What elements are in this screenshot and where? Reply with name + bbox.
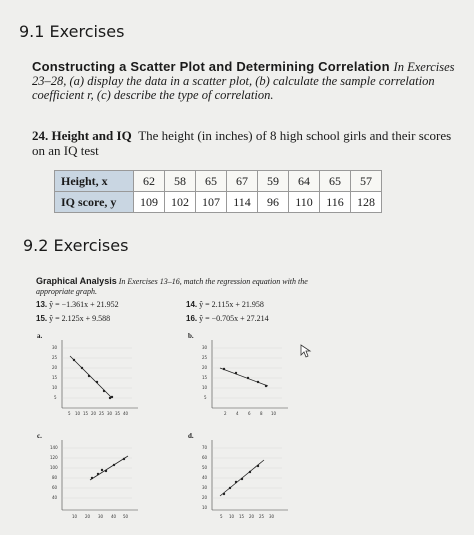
y-tick-label: 60 [52, 485, 58, 490]
graphical-analysis-instructions [36, 276, 336, 297]
x-tick-label: 2 [224, 411, 227, 416]
gridlines [62, 348, 132, 398]
table-cell: 64 [289, 171, 320, 192]
graph-a [42, 338, 142, 426]
table-cell: 114 [227, 192, 258, 213]
table-cell: 116 [320, 192, 351, 213]
graph-c [42, 438, 142, 528]
x-tick-label: 10 [229, 514, 235, 519]
gridlines [212, 448, 282, 498]
x-tick-label: 25 [259, 514, 265, 519]
exercise-instructions [32, 60, 462, 102]
y-tick-label: 25 [52, 355, 58, 360]
x-tick-label: 25 [99, 411, 105, 416]
y-tick-label: 60 [202, 455, 208, 460]
x-tick-label: 40 [123, 411, 129, 416]
ga-bold-title: Graphical Analysis [36, 276, 117, 286]
y-tick-label: 120 [50, 455, 58, 460]
gridlines [62, 448, 132, 498]
data-points [223, 465, 259, 495]
y-tick-label: 30 [52, 345, 58, 350]
mouse-cursor-icon [300, 344, 312, 358]
instructions-italic-text: In Exercises 23–28, (a) display the data in a scatter plot, (b) calculate the sample correlation coefficient r, (c) describe the type of correlation. [32, 60, 455, 102]
y-tick-label: 10 [202, 505, 208, 510]
y-tick-label: 20 [202, 495, 208, 500]
instructions-bold-title: Constructing a Scatter Plot and Determining Correlation [32, 59, 390, 74]
exercise-text: The height (in inches) of 8 high school girls and their scores on an IQ test [32, 128, 452, 158]
x-tick-label: 50 [123, 514, 129, 519]
exercise-24 [32, 128, 462, 158]
x-tick-label: 5 [68, 411, 71, 416]
y-tick-label: 5 [204, 395, 207, 400]
table-cell: 57 [351, 171, 382, 192]
table-row [55, 192, 382, 213]
gridlines [212, 348, 282, 398]
equation-13: 13. ŷ = −1.361x + 21.952 [36, 300, 119, 309]
x-tick-label: 20 [85, 514, 91, 519]
table-cell: 107 [196, 192, 227, 213]
x-tick-label: 40 [111, 514, 117, 519]
graph-c-label: c. [37, 432, 42, 440]
table-cell: 58 [165, 171, 196, 192]
y-tick-label: 30 [202, 485, 208, 490]
table-cell: 96 [258, 192, 289, 213]
y-tick-label: 25 [202, 355, 208, 360]
x-tick-label: 4 [236, 411, 239, 416]
y-tick-label: 50 [202, 465, 208, 470]
y-tick-label: 15 [52, 375, 58, 380]
x-tick-label: 10 [75, 411, 81, 416]
equation-16: 16. ŷ = −0.705x + 27.214 [186, 314, 269, 323]
y-tick-label: 40 [202, 475, 208, 480]
x-tick-label: 15 [83, 411, 89, 416]
graph-b [192, 338, 292, 426]
exercise-title: Height and IQ [51, 128, 132, 143]
table-cell: 67 [227, 171, 258, 192]
y-tick-label: 100 [50, 465, 58, 470]
graph-d-label: d. [188, 432, 194, 440]
table-cell: 65 [196, 171, 227, 192]
x-tick-label: 30 [107, 411, 113, 416]
graph-b-label: b. [188, 332, 194, 340]
x-tick-label: 30 [269, 514, 275, 519]
table-cell: 110 [289, 192, 320, 213]
table-cell: 128 [351, 192, 382, 213]
equation-14: 14. ŷ = 2.115x + 21.958 [186, 300, 264, 309]
y-tick-label: 15 [202, 375, 208, 380]
y-tick-label: 20 [52, 365, 58, 370]
table-cell: 59 [258, 171, 289, 192]
regression-line [70, 356, 112, 398]
y-tick-label: 10 [202, 385, 208, 390]
y-tick-label: 5 [54, 395, 57, 400]
y-tick-label: 80 [52, 475, 58, 480]
y-tick-label: 70 [202, 445, 208, 450]
row-header-iq: IQ score, y [55, 192, 134, 213]
x-tick-label: 35 [115, 411, 121, 416]
table-row [55, 171, 382, 192]
x-tick-label: 10 [72, 514, 78, 519]
height-iq-table [54, 170, 382, 213]
x-tick-label: 30 [98, 514, 104, 519]
equation-15: 15. ŷ = 2.125x + 9.588 [36, 314, 111, 323]
graph-d [192, 438, 292, 528]
row-header-height: Height, x [55, 171, 134, 192]
x-tick-label: 6 [248, 411, 251, 416]
x-tick-label: 20 [249, 514, 255, 519]
y-tick-label: 140 [50, 445, 58, 450]
y-tick-label: 30 [202, 345, 208, 350]
table-cell: 62 [134, 171, 165, 192]
x-tick-label: 5 [220, 514, 223, 519]
regression-line [220, 368, 268, 386]
exercise-number: 24. [32, 128, 49, 143]
table-cell: 109 [134, 192, 165, 213]
table-cell: 65 [320, 171, 351, 192]
ga-italic-text: In Exercises 13–16, match the regression equation with the appropriate graph. [36, 277, 308, 296]
y-tick-label: 10 [52, 385, 58, 390]
x-tick-label: 15 [239, 514, 245, 519]
section-heading-9-2: 9.2 Exercises [23, 236, 129, 255]
x-tick-label: 8 [260, 411, 263, 416]
x-tick-label: 20 [91, 411, 97, 416]
section-heading-9-1: 9.1 Exercises [19, 22, 125, 41]
y-tick-label: 40 [52, 495, 58, 500]
y-tick-label: 20 [202, 365, 208, 370]
x-tick-label: 10 [271, 411, 277, 416]
table-cell: 102 [165, 192, 196, 213]
graph-a-label: a. [37, 332, 43, 340]
